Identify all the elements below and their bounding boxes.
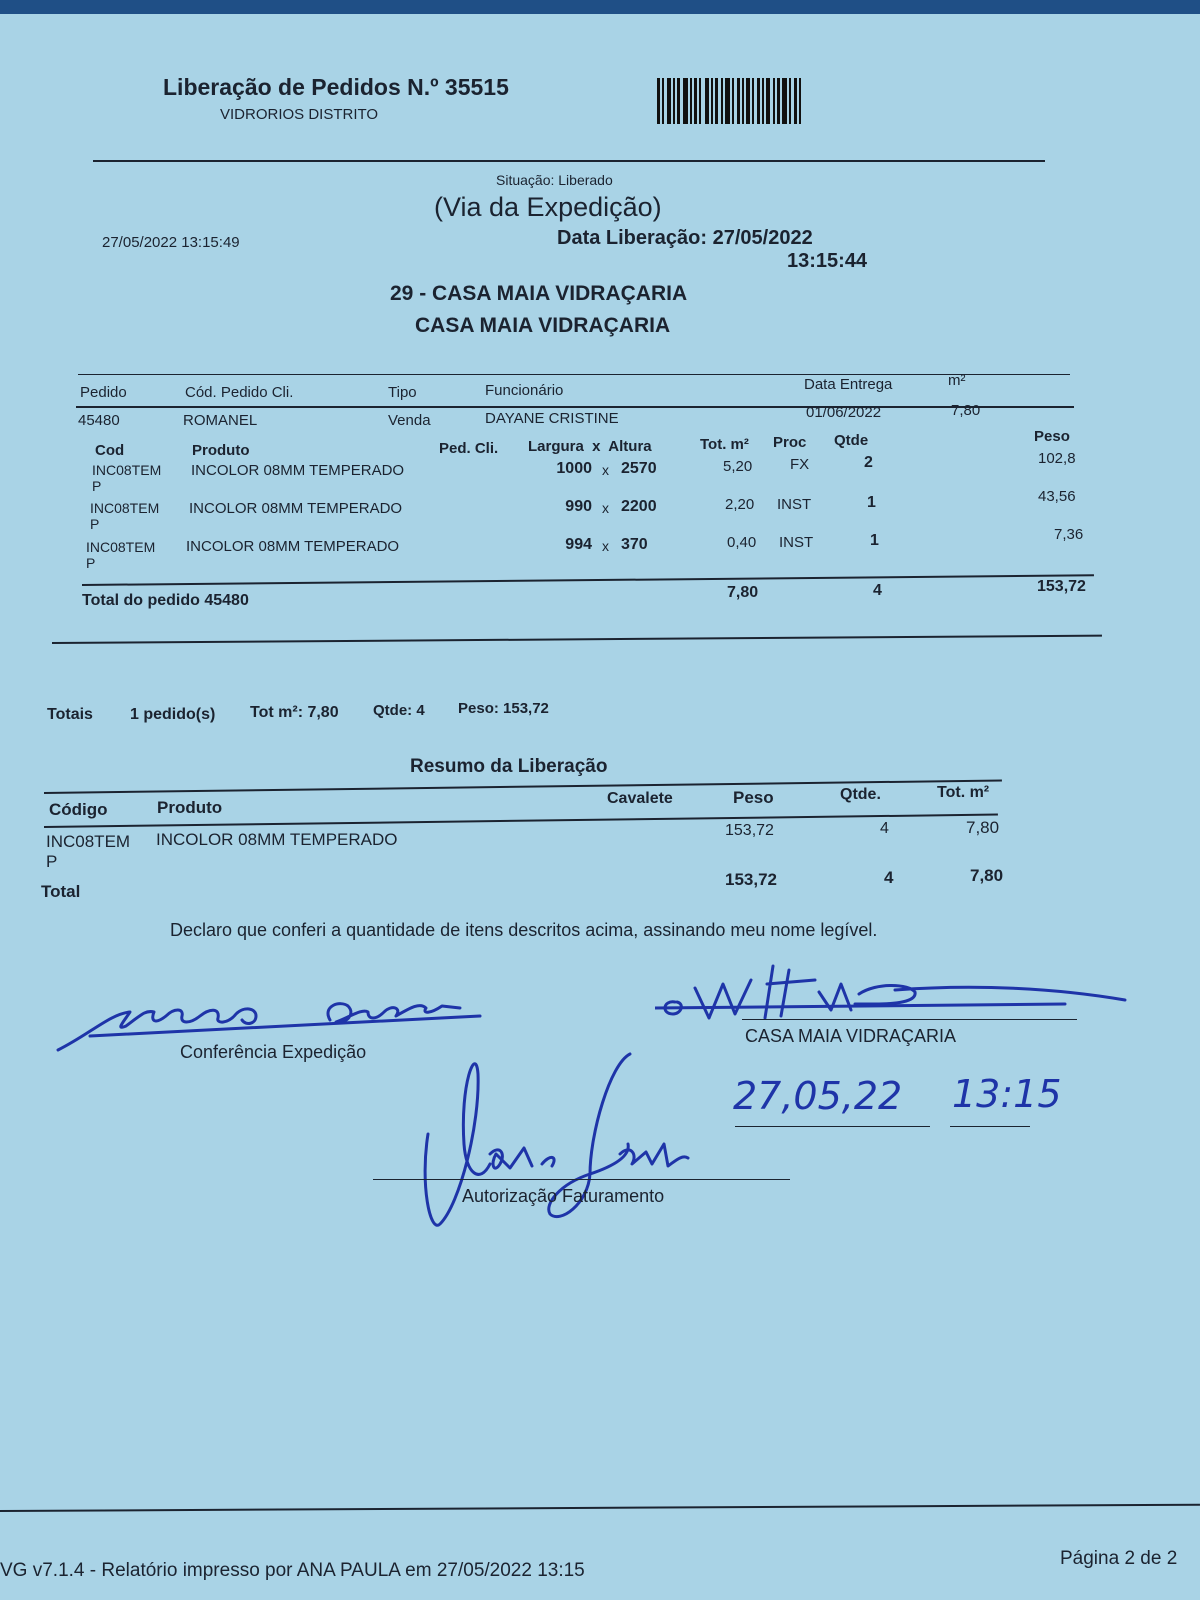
resumo-total-label: Total — [41, 882, 81, 901]
resumo-codigo-wrap: P — [46, 852, 58, 871]
col-header-cod-pedido-cli: Cód. Pedido Cli. — [185, 384, 294, 401]
resumo-total-peso: 153,72 — [725, 870, 777, 889]
order-data-entrega: 01/06/2022 — [806, 404, 882, 421]
via-title: (Via da Expedição) — [434, 192, 662, 222]
total-row-border — [82, 574, 1094, 586]
totais-tot-m2: Tot m²: 7,80 — [250, 704, 339, 721]
col-header-data-entrega: Data Entrega — [804, 376, 893, 393]
order-m2: 7,80 — [951, 402, 981, 419]
footer-page-number: Página 2 de 2 — [1060, 1548, 1178, 1569]
autorizacao-label: Autorização Faturamento — [462, 1186, 665, 1206]
item-cod: INC08TEM — [90, 500, 160, 516]
situacao-text: Situação: Liberado — [496, 172, 613, 188]
item-produto: INCOLOR 08MM TEMPERADO — [191, 462, 405, 479]
item-proc: INST — [777, 496, 812, 513]
item-header-peso: Peso — [1034, 428, 1070, 445]
cliente-signature-line — [742, 1019, 1077, 1020]
order-total-m2: 7,80 — [727, 584, 759, 601]
order-total-qtde: 4 — [873, 582, 882, 599]
resumo-header-qtde: Qtde. — [840, 786, 881, 803]
barcode — [657, 78, 819, 124]
item-tot-m2: 5,20 — [723, 458, 753, 475]
item-qtde: 2 — [864, 454, 873, 471]
client-name-line1: 29 - CASA MAIA VIDRAÇARIA — [390, 282, 688, 305]
item-x: x — [602, 538, 609, 554]
handwritten-date: 27,05,22 — [733, 1074, 903, 1118]
totais-pedidos: 1 pedido(s) — [130, 706, 216, 723]
item-cod-wrap: P — [86, 555, 96, 571]
section-divider — [52, 635, 1102, 644]
totais-peso: Peso: 153,72 — [458, 700, 549, 717]
time-underline — [950, 1126, 1030, 1127]
resumo-header-peso: Peso — [733, 788, 774, 807]
footer-report-info: VG v7.1.4 - Relatório impresso por ANA PAULA em 27/05/2022 13:15 — [0, 1560, 585, 1581]
totais-qtde: Qtde: 4 — [373, 702, 425, 719]
col-header-pedido: Pedido — [80, 384, 127, 401]
item-x: x — [602, 500, 609, 516]
table-top-border — [78, 374, 1070, 375]
resumo-produto: INCOLOR 08MM TEMPERADO — [156, 830, 398, 849]
item-header-qtde: Qtde — [834, 432, 869, 449]
item-produto: INCOLOR 08MM TEMPERADO — [186, 538, 400, 555]
item-qtde: 1 — [867, 494, 876, 511]
order-total-label: Total do pedido 45480 — [82, 592, 249, 609]
footer-divider — [0, 1504, 1200, 1512]
item-largura: 994 — [565, 536, 592, 553]
item-tot-m2: 0,40 — [727, 534, 757, 551]
order-total-peso: 153,72 — [1037, 578, 1086, 595]
order-funcionario: DAYANE CRISTINE — [485, 410, 619, 427]
col-header-m2: m² — [948, 372, 966, 389]
company-name: VIDRORIOS DISTRITO — [220, 106, 379, 123]
item-peso: 7,36 — [1054, 526, 1084, 543]
resumo-codigo: INC08TEM — [46, 832, 131, 851]
resumo-header-tot-m2: Tot. m² — [937, 784, 990, 801]
item-cod: INC08TEM — [92, 462, 162, 478]
item-altura: 2570 — [621, 460, 657, 477]
header-divider — [93, 160, 1045, 162]
item-altura: 2200 — [621, 498, 657, 515]
totais-label: Totais — [47, 706, 93, 723]
resumo-tot-m2: 7,80 — [966, 818, 1000, 837]
item-header-ped-cli: Ped. Cli. — [439, 440, 499, 457]
item-altura: 370 — [621, 536, 648, 553]
resumo-header-codigo: Código — [49, 800, 108, 819]
resumo-total-qtde: 4 — [884, 868, 894, 887]
item-cod-wrap: P — [90, 516, 100, 532]
autorizacao-signature — [420, 1044, 720, 1244]
item-largura: 990 — [565, 498, 592, 515]
col-header-tipo: Tipo — [388, 384, 417, 401]
handwritten-time: 13:15 — [952, 1072, 1062, 1116]
item-header-produto: Produto — [192, 442, 250, 459]
document-title: Liberação de Pedidos N.º 35515 — [163, 74, 509, 100]
col-header-funcionario: Funcionário — [485, 382, 564, 399]
resumo-total-tot-m2: 7,80 — [970, 866, 1004, 885]
item-header-proc: Proc — [773, 434, 807, 451]
item-header-tot-m2: Tot. m² — [700, 436, 749, 453]
item-proc: FX — [790, 456, 810, 473]
order-cod-pedido-cli: ROMANEL — [183, 412, 258, 429]
item-tot-m2: 2,20 — [725, 496, 755, 513]
document-page — [0, 14, 1200, 1600]
resumo-peso: 153,72 — [725, 822, 774, 839]
data-liberacao-label: Data Liberação: 27/05/2022 — [557, 227, 813, 249]
header-row-border — [76, 406, 1074, 408]
item-x: x — [602, 462, 609, 478]
item-largura: 1000 — [556, 460, 592, 477]
date-underline — [735, 1126, 930, 1127]
print-datetime: 27/05/2022 13:15:49 — [102, 234, 240, 251]
item-peso: 102,8 — [1038, 450, 1076, 467]
cliente-signature — [655, 944, 1135, 1034]
order-pedido: 45480 — [78, 412, 120, 429]
item-cod-wrap: P — [92, 478, 102, 494]
data-liberacao-time: 13:15:44 — [787, 250, 868, 272]
autorizacao-signature-line — [373, 1179, 790, 1180]
conferencia-label: Conferência Expedição — [180, 1042, 367, 1062]
order-tipo: Venda — [388, 412, 431, 429]
item-proc: INST — [779, 534, 814, 551]
item-produto: INCOLOR 08MM TEMPERADO — [189, 500, 403, 517]
item-cod: INC08TEM — [86, 539, 156, 555]
client-name-line2: CASA MAIA VIDRAÇARIA — [415, 314, 671, 337]
item-qtde: 1 — [870, 532, 879, 549]
item-header-largura-altura: Largura x Altura — [528, 438, 652, 455]
resumo-title: Resumo da Liberação — [410, 756, 608, 777]
resumo-header-produto: Produto — [157, 798, 223, 817]
item-header-cod: Cod — [95, 442, 125, 459]
item-peso: 43,56 — [1038, 488, 1076, 505]
declaration-text: Declaro que conferi a quantidade de itens descritos acima, assinando meu nome legível. — [170, 920, 878, 940]
resumo-header-cavalete: Cavalete — [607, 790, 673, 807]
cliente-label: CASA MAIA VIDRAÇARIA — [745, 1026, 957, 1046]
resumo-qtde: 4 — [880, 820, 889, 837]
